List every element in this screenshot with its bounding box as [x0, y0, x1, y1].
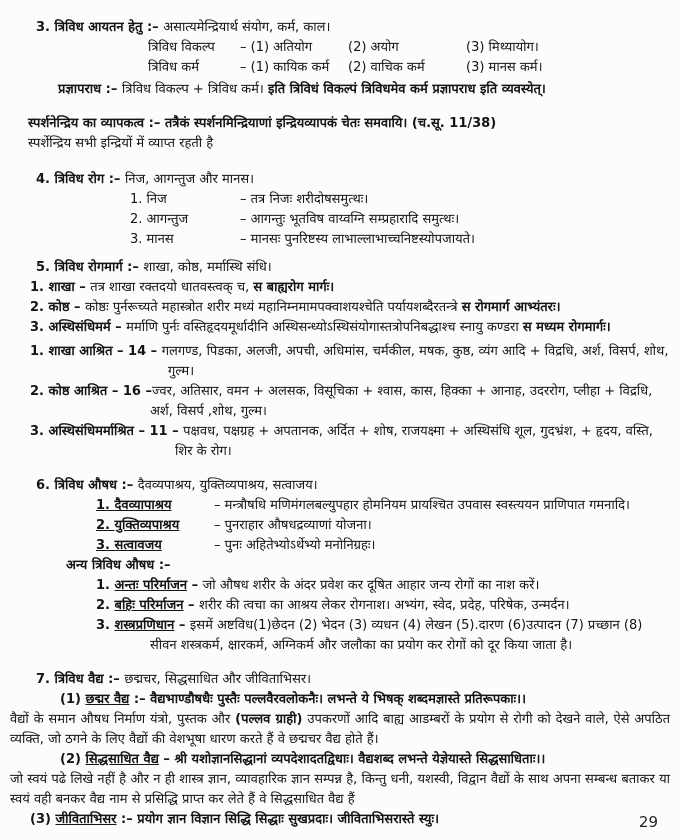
text-segment: 2. कोष्ठ आश्रित – 16 – [30, 384, 152, 399]
text-segment: 2. [96, 598, 115, 613]
text-segment: प्रज्ञापराध :– [58, 82, 122, 97]
text-line [10, 516, 670, 536]
text-segment: 3. सत्वावजय [96, 538, 162, 553]
text-line [10, 750, 670, 770]
text-segment: 1. दैवव्यापाश्रय [96, 498, 172, 513]
text-segment: वैद्यों के समान औषध निर्माण यंत्रो, पुस्तक और [10, 712, 236, 727]
text-segment: असात्यमेन्द्रियार्थ संयोग, कर्म, काल। [163, 20, 331, 35]
text-segment: 4. त्रिविध रोग :– [36, 172, 125, 187]
text-segment: 3. अस्थिसंधिमर्म – [30, 320, 127, 335]
text-segment: जो स्वयं पढे लिखे नहीं है और न ही शास्त्र ज्ञान, व्यावहारिक ज्ञान सम्पन्न है, किन्तु धनी, यशस्वी, विद्वान वैद्यों के साथ अपना सम्बन्ध बताकर या स्वयं वही बनकर वैद्य नाम से प्रसिद्धि प्राप्त कर लेते हैं वे सिद्धसाधित वैद्य हैं [10, 772, 670, 807]
text-line [10, 318, 670, 338]
text-segment: त्रिविध विकल्प + त्रिविध कर्म। [121, 82, 268, 97]
text-segment: वैद्यभाण्डौषधैः पुस्तैः पल्लवैरवलोकनैः। लभन्ते ये भिषक् शब्दमज्ञास्ते प्रतिरूपकाः।। [150, 692, 527, 707]
text-segment: – तत्र निजः शरीदोषसमुत्थः। [240, 192, 369, 207]
text-segment: 2. आगन्तुज [130, 212, 189, 227]
text-segment: (2) [60, 752, 86, 767]
text-segment: – [174, 618, 190, 633]
text-line [10, 596, 670, 616]
text-line [10, 770, 670, 810]
text-segment: 5. त्रिविध रोगमार्ग :– [36, 260, 144, 275]
text-segment: प्रयोग ज्ञान विज्ञान सिद्धि सिद्धाः सुखप्रदाः। जीविताभिसरास्ते स्युः। [137, 812, 440, 827]
text-line [10, 18, 670, 38]
text-segment: (1) [60, 692, 86, 707]
text-segment: 3. त्रिविध आयतन हेतु :– [36, 20, 164, 35]
text-segment: – पुनराहार औषधद्रव्याणां योजना। [214, 518, 372, 533]
text-line [10, 556, 670, 576]
text-segment: 3. [96, 618, 115, 633]
text-line [10, 58, 670, 78]
text-segment: स मध्यम रोगमार्गः। [522, 320, 611, 335]
text-segment: – मानसः पुनरिष्टस्य लाभाल्लाभाच्चनिष्टस्योपजायते। [240, 232, 475, 247]
text-line [10, 476, 670, 496]
text-segment: बहिः परिर्माजन [114, 598, 184, 613]
text-segment: (3) [30, 812, 56, 827]
text-line [10, 710, 670, 750]
text-segment: – (1) अतियोग [240, 40, 313, 55]
text-line [10, 210, 670, 230]
text-segment: निज, आगन्तुज और मानस। [124, 172, 255, 187]
text-segment: – [187, 578, 203, 593]
text-line [10, 298, 670, 318]
text-segment: सिद्धसाधित वैद्य [85, 752, 159, 767]
text-segment: 2. कोष्ठ – [30, 300, 86, 315]
text-segment: (पल्लव ग्राही) [235, 712, 303, 727]
text-line [10, 810, 670, 830]
text-line [10, 258, 670, 278]
text-segment: अन्य त्रिविध औषध :– [66, 558, 171, 573]
text-segment: इति त्रिविधं विकल्पं त्रिविधमेव कर्म प्रज्ञापराध इति व्यवस्येत्। [267, 82, 546, 97]
text-line [10, 38, 670, 58]
text-segment: मर्माणि पुर्नः वस्तिहृदयमूर्धादीनि अस्थिसन्ध्योऽस्थिसंयोगास्तत्रोपनिबद्धाश्च स्नायु कण्डरा [126, 320, 523, 335]
text-line [10, 114, 670, 134]
text-segment: शरीर की त्वचा का आश्रय लेकर रोगनाश। अभ्यंग, स्वेद, प्रदेह, परिषेक, उन्मर्दन। [199, 598, 570, 613]
text-segment: – [183, 598, 199, 613]
text-segment: गलगण्ड, पिडका, अलजी, अपची, अधिमांस, चर्मकील, मषक, कुष्ठ, व्यंग आदि + विद्रधि, अर्श, विसर्प, शोथ, गुल्म। [161, 344, 669, 379]
text-segment: तत्र शाखा रक्तदयो धातवस्त्वक् च, [90, 280, 254, 295]
text-line [10, 134, 670, 154]
text-segment: दैवव्यपाश्रय, युक्तिव्यपाश्रय, सत्वाजय। [137, 478, 318, 493]
text-segment: 1. शाखा – [30, 280, 91, 295]
text-segment: – [158, 752, 175, 767]
text-segment: :– [116, 812, 138, 827]
text-line [10, 382, 670, 422]
text-segment: 7. त्रिविध वैद्य :– [36, 672, 125, 687]
text-segment: 6. त्रिविध औषध :– [36, 478, 138, 493]
text-segment: (3) मानस कर्म। [466, 60, 543, 75]
text-segment: छद्मर वैद्य [85, 692, 130, 707]
text-line [10, 576, 670, 596]
text-segment: स्पर्शेन्द्रिय सभी इन्द्रियों में व्याप्त रहती है [28, 136, 214, 151]
text-line [10, 690, 670, 710]
text-segment: (2) अयोग [348, 40, 399, 55]
text-segment: पक्षवध, पक्षग्रह + अपतानक, अर्दित + शोष, राजयक्ष्मा + अस्थिसंधि शूल, गुदभ्रंश, + हृदय, वस्ति, शिर के रोग। [175, 424, 653, 459]
text-segment: – आगन्तुः भूतविष वाय्वग्नि सम्प्रहारादि समुत्थः। [240, 212, 460, 227]
text-line [10, 496, 670, 516]
text-segment: स रोगमार्ग आभ्यंतरः। [461, 300, 561, 315]
text-segment: शस्त्रप्रणिधान [114, 618, 175, 633]
text-segment: (2) वाचिक कर्म [348, 60, 425, 75]
text-line [10, 170, 670, 190]
text-segment: 1. [96, 578, 115, 593]
document-text-body [10, 18, 670, 830]
text-line [10, 190, 670, 210]
text-line [10, 616, 670, 656]
text-line [10, 670, 670, 690]
text-segment: जीविताभिसर [55, 812, 117, 827]
text-segment: :– [129, 692, 151, 707]
text-segment: उपकरणों आदि बाह्य आडम्बरों के प्रयोग से रोगी को देखने वाले, ऐसे अपठित व्यक्ति, जो ठगने के लिए वैद्यों की वेशभूषा धारण करते हैं वे छद्मचर वैद्य होते हैं। [10, 712, 670, 747]
text-segment: – मन्त्रौषधि मणिमंगलबल्युपहार होमनियम प्रायश्चित उपवास स्वस्त्ययन प्राणिपात गमनादि। [214, 498, 630, 513]
text-segment: 1. शाखा आश्रित – 14 – [30, 344, 162, 359]
text-segment: 2. युक्तिव्यपाश्रय [96, 518, 180, 533]
text-segment: त्रिविध विकल्प [148, 40, 215, 55]
text-segment: – (1) कायिक कर्म [240, 60, 330, 75]
text-line [10, 422, 670, 462]
text-segment: जो औषध शरीर के अंदर प्रवेश कर दूषित आहार जन्य रोगों का नाश करें। [202, 578, 540, 593]
text-segment: 3. मानस [130, 232, 174, 247]
text-line [10, 536, 670, 556]
page-number: 29 [638, 813, 658, 831]
text-segment: 3. अस्थिसंधिमर्माश्रित – 11 – [30, 424, 184, 439]
text-segment: ज्वर, अतिसार, वमन + अलसक, विसूचिका + श्वास, कास, हिक्का + आनाह, उदररोग, प्लीहा + विद्रधि, अर्श, विसर्प ,शोथ, गुल्म। [150, 384, 653, 419]
text-segment: शाखा, कोष्ठ, मर्मास्थि संधि। [143, 260, 272, 275]
text-segment: स बाह्यरोग मार्गः। [253, 280, 335, 295]
text-segment: स्पर्शनेन्द्रिय का व्यापकत्व :– तत्रैकं स्पर्शनमिन्द्रियाणां इन्द्रियव्यापकं चेतः समवायि। (च.सू. 11/38) [28, 116, 497, 131]
text-line [10, 80, 670, 100]
text-line [10, 342, 670, 382]
text-segment: अन्तः परिर्माजन [114, 578, 188, 593]
text-segment: (3) मिथ्यायोग। [466, 40, 539, 55]
text-line [10, 230, 670, 250]
text-segment: छद्मचर, सिद्धसाधित और जीविताभिसर। [124, 672, 312, 687]
text-segment: त्रिविध कर्म [148, 60, 200, 75]
text-line [10, 278, 670, 298]
text-segment: कोष्ठः पुर्नरूच्यते महास्त्रोत शरीर मध्यं महानिम्नमामपक्वाशयश्चेति पर्यायशब्दैरतन्त्रे [85, 300, 462, 315]
text-segment: इसमें अष्टविध(1)छेदन (2) भेदन (3) व्यधन (4) लेखन (5).दारण (6)उत्पादन (7) प्रच्छान (8) सीवन शस्त्रकर्म, क्षारकर्म, अग्निकर्म और जलौका का प्रयोग कर रोगों को दूर किया जाता है। [150, 618, 643, 653]
text-segment: – पुनः अहितेभ्योऽर्थेभ्यो मनोनिग्रहः। [214, 538, 376, 553]
text-segment: श्री यशोज्ञानसिद्धानां व्यपदेशादतद्विधाः। वैद्यशब्द लभन्ते येज्ञेयास्ते सिद्धसाधिताः।। [174, 752, 546, 767]
text-segment: 1. निज [130, 192, 167, 207]
